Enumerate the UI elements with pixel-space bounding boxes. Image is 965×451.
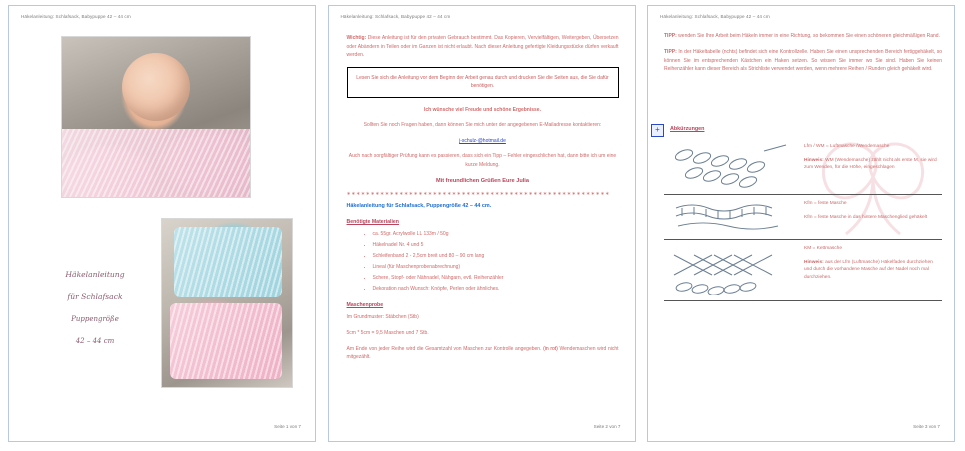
ende-paragraph <box>347 345 619 362</box>
document-page-2[interactable] <box>328 5 636 442</box>
page-footer: Seite 2 von 7 <box>593 424 621 429</box>
tipp-2-paragraph <box>664 48 942 73</box>
abk-note-label: Hinweis: <box>804 259 824 265</box>
ende-text-a: Am Ende von jeder Reihe wird die Gesamtzahl von Maschen zur Kontrolle angegeben. <box>346 345 542 352</box>
page-2-body <box>347 34 619 369</box>
luftmasche-symbol <box>664 138 800 195</box>
wichtig-paragraph <box>347 34 619 60</box>
feste-masche-symbol <box>664 195 800 240</box>
abk-note-label: Hinweis: <box>804 157 824 163</box>
greeting-text: Mit freundlichen Grüßen Eure Julia <box>436 177 529 184</box>
list-item: • Dekoration nach Wunsch: Knöpfe, Perlen oder ähnliches. <box>373 285 619 294</box>
sleeping-bag-photo <box>161 218 293 388</box>
fragen-text: Sollten Sie noch Fragen haben, dann können Sie mich unter der angegebenen E-Mailadresse kontaktieren: <box>363 122 602 129</box>
tipp-1-label: TIPP: <box>664 33 677 39</box>
table-row <box>664 138 942 195</box>
abk-main-text: Kfm = feste Masche <box>804 201 847 206</box>
ende-text-b: Wendemaschen wird nicht mitgezählt. <box>346 345 619 361</box>
gauge-line-1: Im Grundmuster: Stäbchen (Stb) <box>346 314 419 321</box>
gauge-line-2: 5cm * 5cm = 9,5 Maschen und 7 Stb. <box>346 330 429 337</box>
tipp-1-text: wenden Sie Ihre Arbeit beim Häkeln immer in eine Richtung, so bekommen Sie einen schöneren gleichmäßigen Rand. <box>678 33 940 39</box>
table-row <box>664 195 942 240</box>
document-page-1[interactable] <box>8 5 316 442</box>
wichtig-label: Wichtig: <box>346 35 367 41</box>
materials-heading: Benötigte Materialien <box>346 218 399 225</box>
ende-text-red: (in rot) <box>543 345 558 352</box>
title-line-2: für Schlafsack <box>67 292 123 301</box>
list-item: • Lineal (für Maschenprobenabrechnung) <box>373 263 619 272</box>
page-title <box>45 264 145 352</box>
email-link[interactable]: j-schulz-@hotmail.de <box>459 137 506 144</box>
title-line-1: Häkelanleitung <box>65 270 125 279</box>
page-footer: Seite 1 von 7 <box>274 424 301 429</box>
title-line-4: 42 – 44 cm <box>75 337 115 345</box>
abbreviation-text <box>800 138 942 195</box>
materials-list <box>347 230 619 294</box>
abk-note-text: Kfm = feste Masche in das hintere Maschenglied gehäkelt <box>804 214 928 220</box>
kettmasche-symbol <box>664 240 800 301</box>
page-header: Häkelanleitung: Schlafsack, Babypuppe 42 – 44 cm <box>660 14 770 19</box>
abk-main-text: KM = Kettmasche <box>804 246 842 251</box>
gauge-heading: Maschenprobe <box>346 301 384 308</box>
page-header: Häkelanleitung: Schlafsack, Babypuppe 42 – 44 cm <box>340 14 451 19</box>
document-page-3[interactable] <box>647 5 955 442</box>
abbreviations-table <box>664 138 942 301</box>
list-item: • Häkelnadel Nr. 4 und 5 <box>373 241 619 250</box>
abbreviations-heading: Abkürzungen <box>670 126 705 132</box>
list-item: • Schere, Stopf- oder Nähnadel, Nähgarn, evtl. Reihenzähler <box>373 274 619 283</box>
title-line-3: Puppengröße <box>71 315 119 323</box>
baby-doll-photo <box>61 36 251 198</box>
abk-main-text: Lfm / WM = Luftmasche /Wendemasche <box>804 144 890 149</box>
abk-note-text: aus der Lfm (Luftmasche) Häkelfaden durchziehen und durch die vorhandene Masche auf der Nadel noch mal durchziehen. <box>804 259 933 280</box>
tipp-2-label: TIPP: <box>664 49 677 56</box>
star-divider: ∗∗∗∗∗∗∗∗∗∗∗∗∗∗∗∗∗∗∗∗∗∗∗∗∗∗∗∗∗∗∗∗∗∗∗∗∗∗∗∗∗∗∗∗∗∗∗∗∗∗∗∗∗∗∗ <box>346 191 610 198</box>
page-3-body <box>664 32 942 82</box>
list-item: • ca. 55gr. Acrylwolle LL 133m / 50g <box>373 230 619 239</box>
page-header: Häkelanleitung: Schlafsack, Babypuppe 42 – 44 cm <box>21 14 131 19</box>
highlight-box: Lesen Sie sich die Anleitung vor dem Beginn der Arbeit genau durch und drucken Sie die Seiten aus, die Sie dafür benötigen. <box>347 67 619 98</box>
abbreviation-text <box>800 195 942 240</box>
page-footer: Seite 3 von 7 <box>913 424 940 429</box>
tipp-1-paragraph <box>664 32 942 40</box>
abk-note-text: WM (Wendemasche) zählt nicht als erste M, sie wird zum Wenden, für die Höhe, eingeschlagen <box>804 157 937 171</box>
wichtig-text: Diese Anleitung ist für den privaten Gebrauch bestimmt. Das Kopieren, Vervielfältigen, Weitergeben, Übersetzen oder Abändern in Teilen oder im Ganzen ist nicht erlaubt. Nach dieser Anleitung gefertigte Kleidungsstücke dürfen verkauft werden. <box>346 35 619 59</box>
abbreviation-text <box>800 240 942 301</box>
pruefung-text: Auch nach sorgfältiger Prüfung kann es passieren, dass sich ein Tipp – Fehler eingeschlichen hat, dann bitte ich um eine kurze Meldung. <box>348 153 617 168</box>
expand-plus-icon[interactable]: + <box>651 124 664 137</box>
tipp-2-text: In der Häkeltabelle (nchts) befindet sich eine Kontrollzelle. Haben Sie einen unsprechenden Bereich fertiggehäkelt, so können Sie im entsprechenden Kästchen ein Haken setzen. So wissen Sie immer wo Sie sind. Haben Sie keinen Reihenzähler kann dieser Bereich als Strichliste verwendet werden, wenn mehrere Reihen / Runden gleich gehäkelt wird. <box>664 49 943 73</box>
list-item: • Schleifenband 2 - 2,5cm breit und 80 – 90 cm lang <box>373 252 619 261</box>
table-row <box>664 240 942 301</box>
wunsch-text: Ich wünsche viel Freude und schöne Ergebnisse. <box>424 106 541 113</box>
instruction-title: Häkelanleitung für Schlafsack, Puppengröße 42 – 44 cm. <box>346 203 492 210</box>
